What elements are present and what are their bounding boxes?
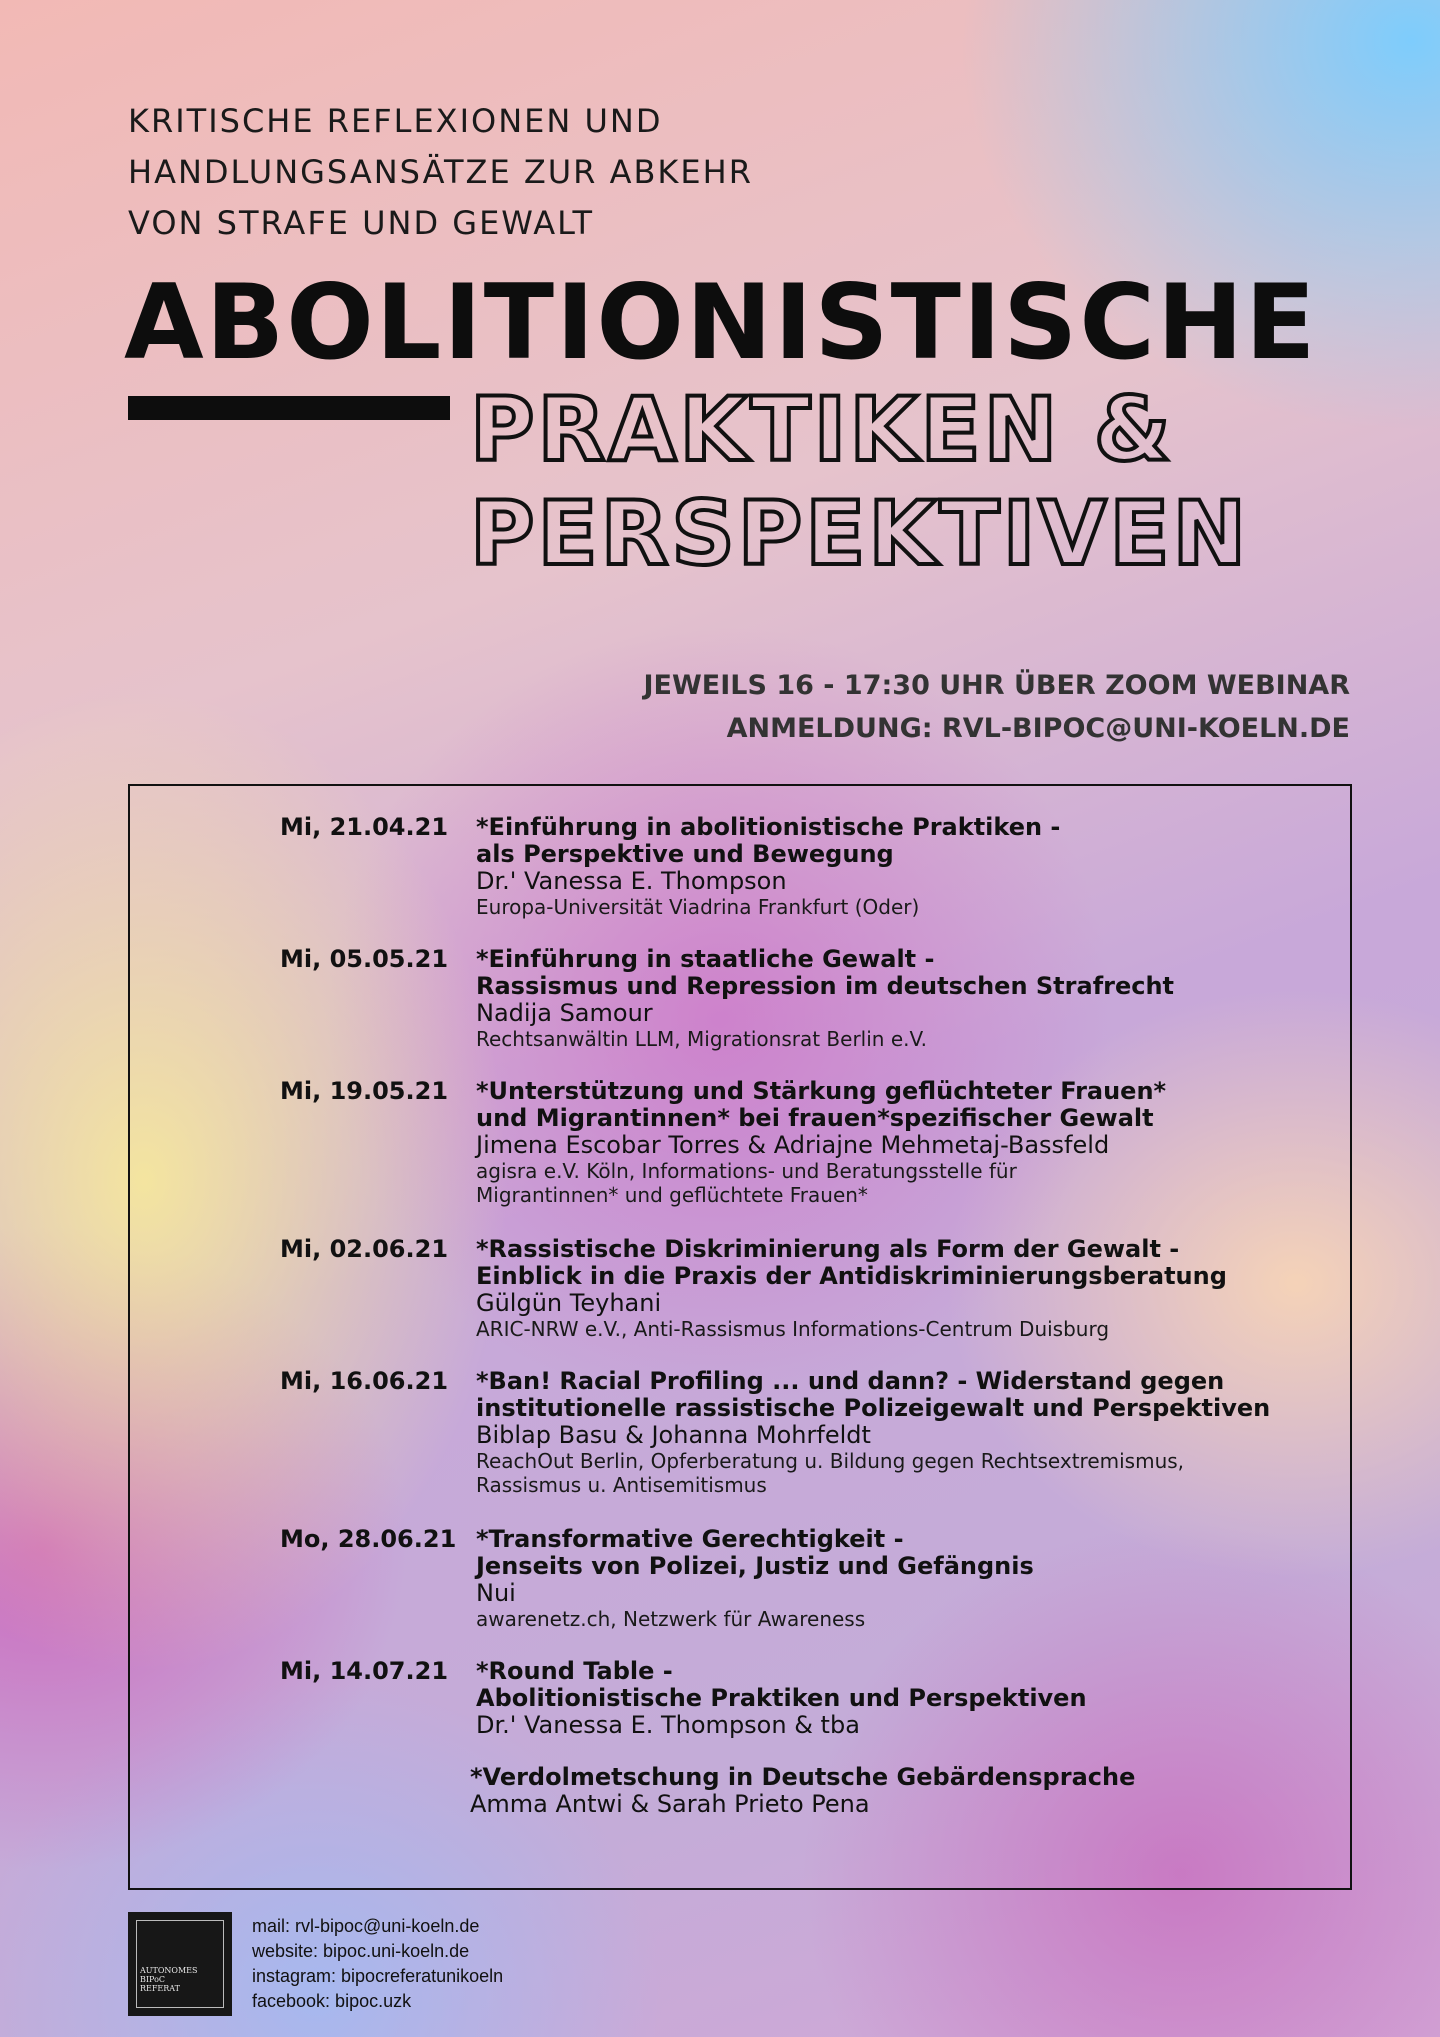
- contact-mail: mail: rvl-bipoc@uni-koeln.de: [252, 1916, 480, 1936]
- event-body: [476, 1078, 1336, 1207]
- event-affiliation: ARIC-NRW e.V., Anti-Rassismus Informations-Centrum Duisburg: [476, 1317, 1110, 1341]
- event-title-line: Rassismus und Repression im deutschen Strafrecht: [476, 972, 1175, 1000]
- event-title-line: *Transformative Gerechtigkeit -: [476, 1525, 904, 1553]
- event-date: Mi, 05.05.21: [280, 945, 449, 973]
- title-main: ABOLITIONISTISCHE: [124, 263, 1318, 383]
- logo-text-line: AUTONOMES: [140, 1966, 198, 1975]
- title-line-3: PERSPEKTIVEN: [470, 482, 1250, 585]
- event-title-line: institutionelle rassistische Polizeigewalt und Perspektiven: [476, 1394, 1271, 1422]
- event-date: Mi, 19.05.21: [280, 1077, 449, 1105]
- referat-logo: [128, 1912, 232, 2016]
- logo-text-line: REFERAT: [140, 1984, 180, 1993]
- event-affiliation: Rassismus u. Antisemitismus: [476, 1473, 767, 1497]
- event-title-line: *Einführung in staatliche Gewalt -: [476, 945, 935, 973]
- contact-facebook: facebook: bipoc.uzk: [252, 1991, 412, 2011]
- event-date: Mo, 28.06.21: [280, 1525, 457, 1553]
- event-title-line: *Round Table -: [476, 1657, 673, 1685]
- event-speaker: Nui: [476, 1579, 516, 1607]
- kicker-text: [128, 96, 753, 249]
- event-title-line: als Perspektive und Bewegung: [476, 840, 894, 868]
- interpretation-title: *Verdolmetschung in Deutsche Gebärdensprache: [470, 1763, 1136, 1791]
- program-box: [128, 784, 1352, 1890]
- event-affiliation: ReachOut Berlin, Opferberatung u. Bildung gegen Rechtsextremismus,: [476, 1449, 1185, 1473]
- event-speaker: Biblap Basu & Johanna Mohrfeldt: [476, 1421, 871, 1449]
- event-body: [476, 1236, 1336, 1341]
- logo-text: [140, 1966, 197, 1993]
- event-affiliation: Migrantinnen* und geflüchtete Frauen*: [476, 1183, 868, 1207]
- event-title-line: *Ban! Racial Profiling ... und dann? - Widerstand gegen: [476, 1367, 1225, 1395]
- title-underline-bar: [128, 396, 450, 420]
- event-body: [476, 814, 1336, 919]
- event-speaker: Dr.' Vanessa E. Thompson & tba: [476, 1711, 860, 1739]
- event-body: [476, 1658, 1336, 1739]
- logo-text-line: BIPoC: [140, 1975, 166, 1984]
- event-body: [476, 1526, 1336, 1631]
- event-title-line: *Rassistische Diskriminierung als Form der Gewalt -: [476, 1235, 1180, 1263]
- kicker-line: VON STRAFE UND GEWALT: [128, 204, 595, 242]
- event-speaker: Jimena Escobar Torres & Adriajne Mehmetaj-Bassfeld: [476, 1131, 1110, 1159]
- contact-instagram: instagram: bipocreferatunikoeln: [252, 1966, 504, 1986]
- event-affiliation: Europa-Universität Viadrina Frankfurt (Oder): [476, 895, 920, 919]
- kicker-line: HANDLUNGSANSÄTZE ZUR ABKEHR: [128, 153, 753, 191]
- event-title-line: Jenseits von Polizei, Justiz und Gefängnis: [476, 1552, 1034, 1580]
- event-body: [476, 946, 1336, 1051]
- event-date: Mi, 16.06.21: [280, 1367, 449, 1395]
- event-speaker: Nadija Samour: [476, 999, 653, 1027]
- event-affiliation: Rechtsanwältin LLM, Migrationsrat Berlin e.V.: [476, 1027, 927, 1051]
- event-title-line: *Einführung in abolitionistische Praktiken -: [476, 813, 1061, 841]
- event-speaker: Dr.' Vanessa E. Thompson: [476, 867, 787, 895]
- event-body: [476, 1368, 1336, 1497]
- event-title-line: *Unterstützung und Stärkung geflüchteter Frauen*: [476, 1077, 1167, 1105]
- event-date: Mi, 14.07.21: [280, 1657, 449, 1685]
- logo-frame: [136, 1920, 224, 2008]
- event-date: Mi, 02.06.21: [280, 1235, 449, 1263]
- event-title-line: Abolitionistische Praktiken und Perspektiven: [476, 1684, 1087, 1712]
- event-affiliation: agisra e.V. Köln, Informations- und Beratungsstelle für: [476, 1159, 1017, 1183]
- contact-website: website: bipoc.uni-koeln.de: [252, 1941, 470, 1961]
- kicker-line: KRITISCHE REFLEXIONEN UND: [128, 102, 663, 140]
- event-title-line: Einblick in die Praxis der Antidiskriminierungsberatung: [476, 1262, 1227, 1290]
- interpretation-body: [470, 1764, 1330, 1818]
- event-date: Mi, 21.04.21: [280, 813, 449, 841]
- event-title-line: und Migrantinnen* bei frauen*spezifischer Gewalt: [476, 1104, 1154, 1132]
- time-info: JEWEILS 16 - 17:30 UHR ÜBER ZOOM WEBINAR: [643, 670, 1350, 701]
- contact-list: [252, 1914, 503, 2014]
- interpretation-names: Amma Antwi & Sarah Prieto Pena: [470, 1790, 870, 1818]
- event-affiliation: awarenetz.ch, Netzwerk für Awareness: [476, 1607, 866, 1631]
- registration-info: ANMELDUNG: RVL-BIPOC@UNI-KOELN.DE: [726, 713, 1350, 744]
- event-speaker: Gülgün Teyhani: [476, 1289, 662, 1317]
- title-line-2: PRAKTIKEN &: [470, 378, 1174, 481]
